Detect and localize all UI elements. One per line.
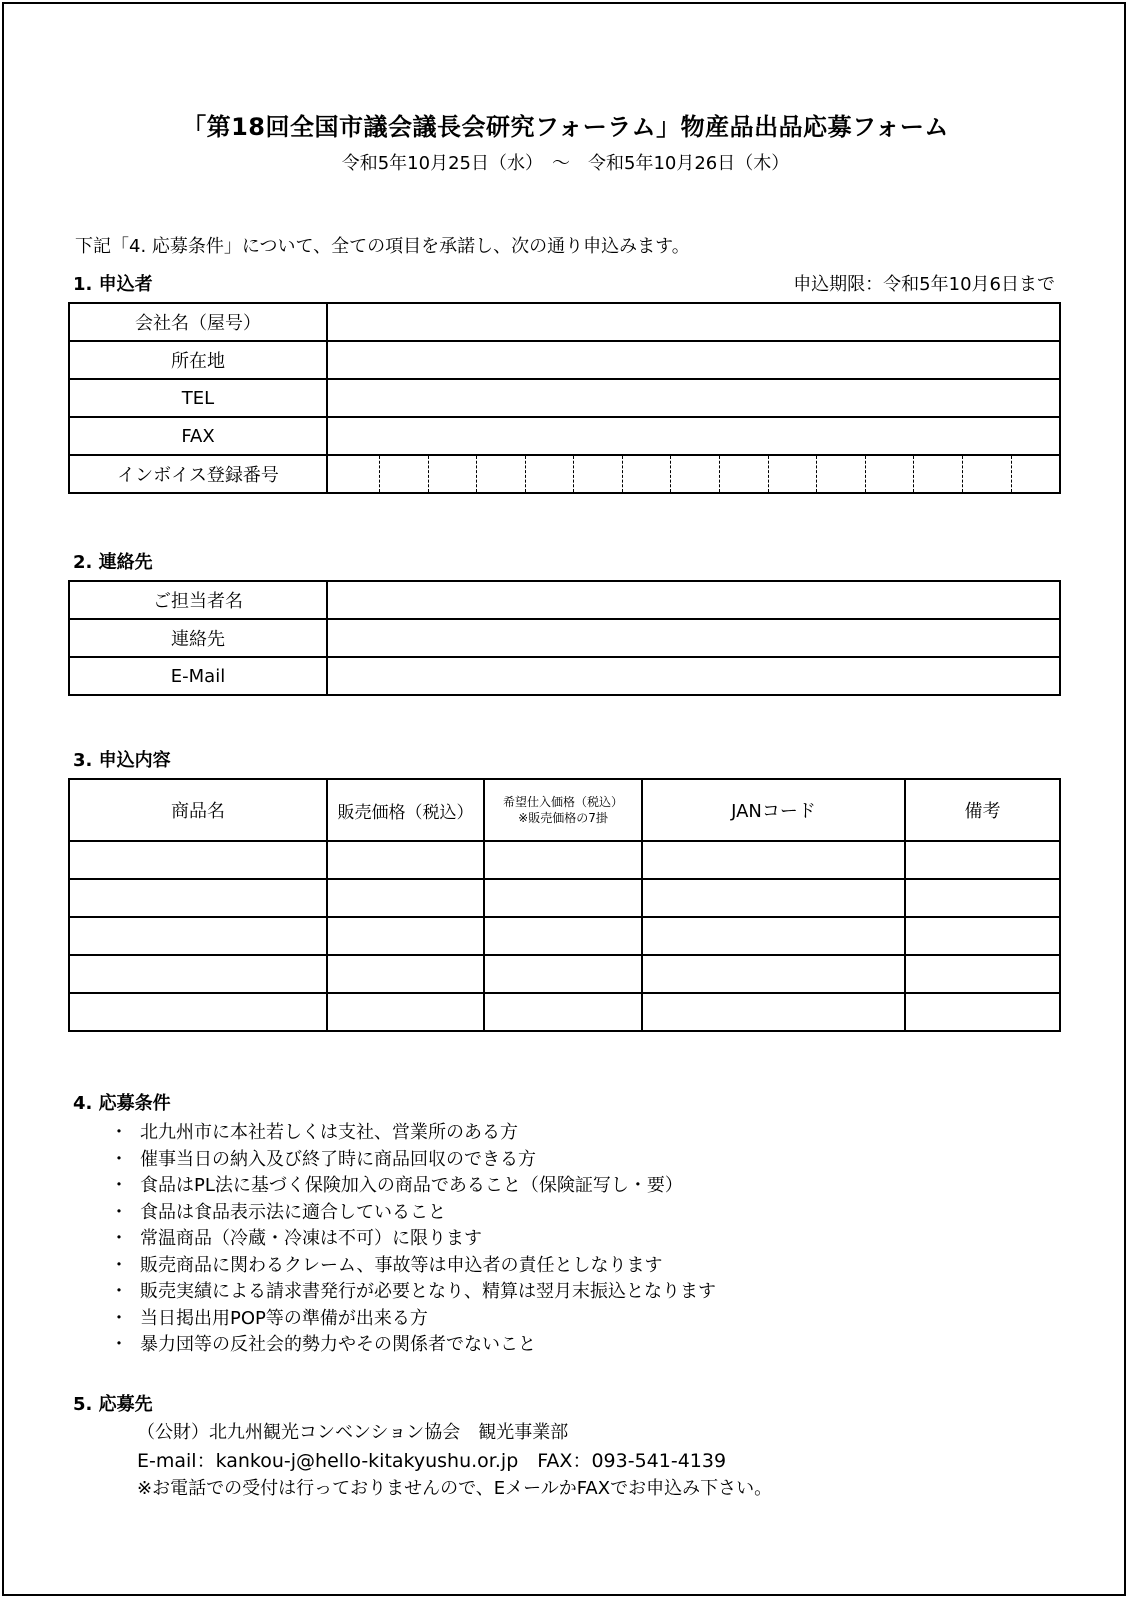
- list-item: ・ 常温商品（冷蔵・冷凍は不可）に限ります: [110, 1226, 716, 1253]
- contact-label: 連絡先: [69, 619, 327, 657]
- jan-code-cell[interactable]: [642, 841, 905, 879]
- table-row: [69, 341, 1060, 379]
- sale-price-header: 販売価格（税込）: [327, 779, 484, 841]
- invoice-number-field[interactable]: [327, 455, 1060, 493]
- list-item: ・ 当日掲出用POP等の準備が出来る方: [110, 1306, 716, 1333]
- table-row: [69, 581, 1060, 619]
- notes-cell[interactable]: [905, 917, 1060, 955]
- notes-cell[interactable]: [905, 879, 1060, 917]
- jan-code-header: JANコード: [642, 779, 905, 841]
- table-row: [69, 455, 1060, 493]
- wholesale-price-label: 希望仕入価格（税込）: [502, 795, 623, 809]
- sale-price-cell[interactable]: [327, 879, 484, 917]
- table-row: [69, 303, 1060, 341]
- section2-heading: 2. 連絡先: [73, 552, 153, 573]
- list-item: ・ 販売実績による請求書発行が必要となり、精算は翌月末振込となります: [110, 1279, 716, 1306]
- company-name-label: 会社名（屋号）: [69, 303, 327, 341]
- product-name-cell[interactable]: [69, 993, 327, 1031]
- table-row: [69, 379, 1060, 417]
- applicant-table: [68, 302, 1061, 494]
- table-header-row: [69, 779, 1060, 841]
- event-dates: 令和5年10月25日（水） ～ 令和5年10月26日（木）: [341, 153, 790, 174]
- list-item: ・ 暴力団等の反社会的勢力やその関係者でないこと: [110, 1332, 716, 1359]
- address-field[interactable]: [327, 341, 1060, 379]
- wholesale-price-cell[interactable]: [484, 879, 642, 917]
- contact-field[interactable]: [327, 619, 1060, 657]
- list-item: ・ 催事当日の納入及び終了時に商品回収のできる方: [110, 1147, 716, 1174]
- list-item: ・ 食品は食品表示法に適合していること: [110, 1200, 716, 1227]
- application-deadline: 申込期限：令和5年10月6日まで: [793, 274, 1055, 295]
- list-item: ・ 北九州市に本社若しくは支社、営業所のある方: [110, 1120, 716, 1147]
- sale-price-cell[interactable]: [327, 841, 484, 879]
- contact-table: [68, 580, 1061, 696]
- table-row: [69, 841, 1060, 879]
- sale-price-cell[interactable]: [327, 993, 484, 1031]
- section5-heading: 5. 応募先: [73, 1394, 153, 1415]
- sale-price-cell[interactable]: [327, 955, 484, 993]
- table-row: [69, 879, 1060, 917]
- jan-code-cell[interactable]: [642, 993, 905, 1031]
- notes-cell[interactable]: [905, 955, 1060, 993]
- tel-label: TEL: [69, 379, 327, 417]
- jan-code-cell[interactable]: [642, 917, 905, 955]
- table-row: [69, 657, 1060, 695]
- form-title: 「第18回全国市議会議長会研究フォーラム」物産品出品応募フォーム: [182, 113, 949, 141]
- table-row: [69, 917, 1060, 955]
- list-item: ・ 販売商品に関わるクレーム、事故等は申込者の責任としなります: [110, 1253, 716, 1280]
- jan-code-cell[interactable]: [642, 955, 905, 993]
- product-name-cell[interactable]: [69, 955, 327, 993]
- product-name-cell[interactable]: [69, 879, 327, 917]
- tel-field[interactable]: [327, 379, 1060, 417]
- table-row: [69, 417, 1060, 455]
- contact-person-label: ご担当者名: [69, 581, 327, 619]
- address-label: 所在地: [69, 341, 327, 379]
- wholesale-price-cell[interactable]: [484, 955, 642, 993]
- wholesale-price-cell[interactable]: [484, 917, 642, 955]
- jan-code-cell[interactable]: [642, 879, 905, 917]
- invoice-number-label: インボイス登録番号: [69, 455, 327, 493]
- wholesale-price-cell[interactable]: [484, 841, 642, 879]
- product-name-header: 商品名: [69, 779, 327, 841]
- table-row: [69, 993, 1060, 1031]
- intro-text: 下記「4. 応募条件」について、全ての項目を承諾し、次の通り申込みます。: [75, 236, 690, 257]
- notes-cell[interactable]: [905, 841, 1060, 879]
- wholesale-price-header: [484, 779, 642, 841]
- product-name-cell[interactable]: [69, 841, 327, 879]
- conditions-list: [110, 1120, 716, 1359]
- table-row: [69, 955, 1060, 993]
- invoice-digit-boxes: [328, 456, 1059, 492]
- email-field[interactable]: [327, 657, 1060, 695]
- sale-price-cell[interactable]: [327, 917, 484, 955]
- section4-heading: 4. 応募条件: [73, 1093, 171, 1114]
- organization-name: （公財）北九州観光コンベンション協会 観光事業部: [137, 1422, 569, 1443]
- list-item: ・ 食品はPL法に基づく保険加入の商品であること（保険証写し・要）: [110, 1173, 716, 1200]
- contact-person-field[interactable]: [327, 581, 1060, 619]
- notes-cell[interactable]: [905, 993, 1060, 1031]
- table-row: [69, 619, 1060, 657]
- wholesale-price-cell[interactable]: [484, 993, 642, 1031]
- section3-heading: 3. 申込内容: [73, 750, 171, 771]
- section1-heading: 1. 申込者: [73, 274, 153, 295]
- company-name-field[interactable]: [327, 303, 1060, 341]
- email-label: E-Mail: [69, 657, 327, 695]
- email-fax-contact: E-mail：kankou-j@hello-kitakyushu.or.jp FAX：093-541-4139: [137, 1450, 727, 1472]
- wholesale-price-note: ※販売価格の7掛: [518, 811, 608, 825]
- fax-label: FAX: [69, 417, 327, 455]
- product-name-cell[interactable]: [69, 917, 327, 955]
- notes-header: 備考: [905, 779, 1060, 841]
- application-items-table: [68, 778, 1061, 1032]
- fax-field[interactable]: [327, 417, 1060, 455]
- phone-note: ※お電話での受付は行っておりませんので、EメールかFAXでお申込み下さい。: [137, 1478, 773, 1499]
